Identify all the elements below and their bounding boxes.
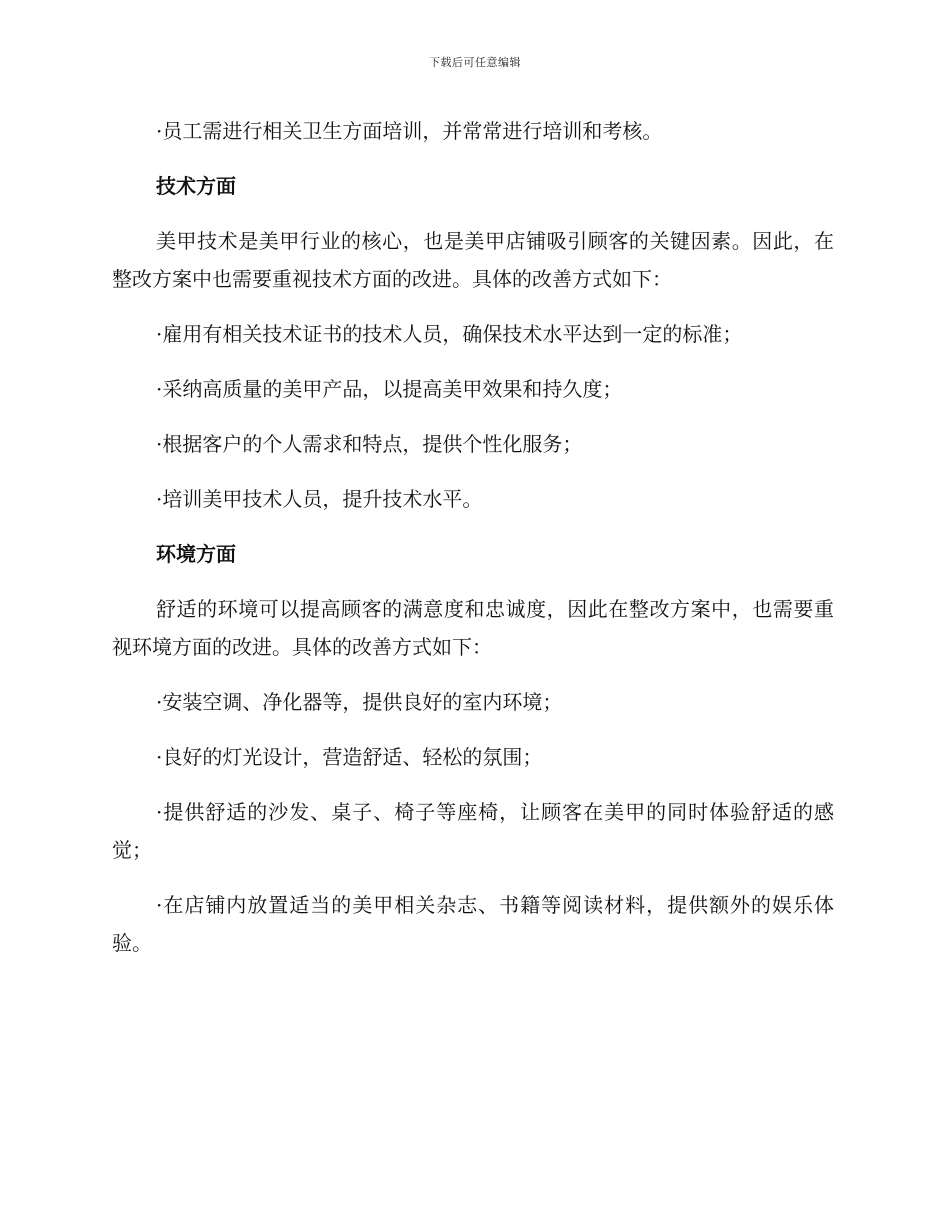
bullet-tech-3: ·根据客户的个人需求和特点，提供个性化服务； [156,432,583,456]
paragraph-env: 舒适的环境可以提高顾客的满意度和忠诚度，因此在整改方案中，也需要重视环境方面的改进。具体的改善方式如下： [112,597,834,659]
document-body [112,112,834,979]
paragraph-tech: 美甲技术是美甲行业的核心，也是美甲店铺吸引顾客的关键因素。因此，在整改方案中也需要重视技术方面的改进。具体的改善方式如下： [112,229,834,291]
page-header-note: 下载后可任意编辑 [429,56,521,69]
bullet-tech-2: ·采纳高质量的美甲产品，以提高美甲效果和持久度； [156,377,623,401]
bullet-env-4: ·在店铺内放置适当的美甲相关杂志、书籍等阅读材料，提供额外的娱乐体验。 [112,893,834,955]
bullet-training: ·员工需进行相关卫生方面培训，并常常进行培训和考核。 [156,119,663,143]
bullet-env-2: ·良好的灯光设计，营造舒适、轻松的氛围； [156,745,543,769]
bullet-env-3: ·提供舒适的沙发、桌子、椅子等座椅，让顾客在美甲的同时体验舒适的感觉； [112,800,834,862]
section-heading-tech: 技术方面 [156,174,236,198]
bullet-env-1: ·安装空调、净化器等，提供良好的室内环境； [156,690,563,714]
bullet-tech-4: ·培训美甲技术人员，提升技术水平。 [156,487,483,511]
bullet-tech-1: ·雇用有相关技术证书的技术人员，确保技术水平达到一定的标准； [156,322,743,346]
section-heading-env: 环境方面 [156,542,236,566]
